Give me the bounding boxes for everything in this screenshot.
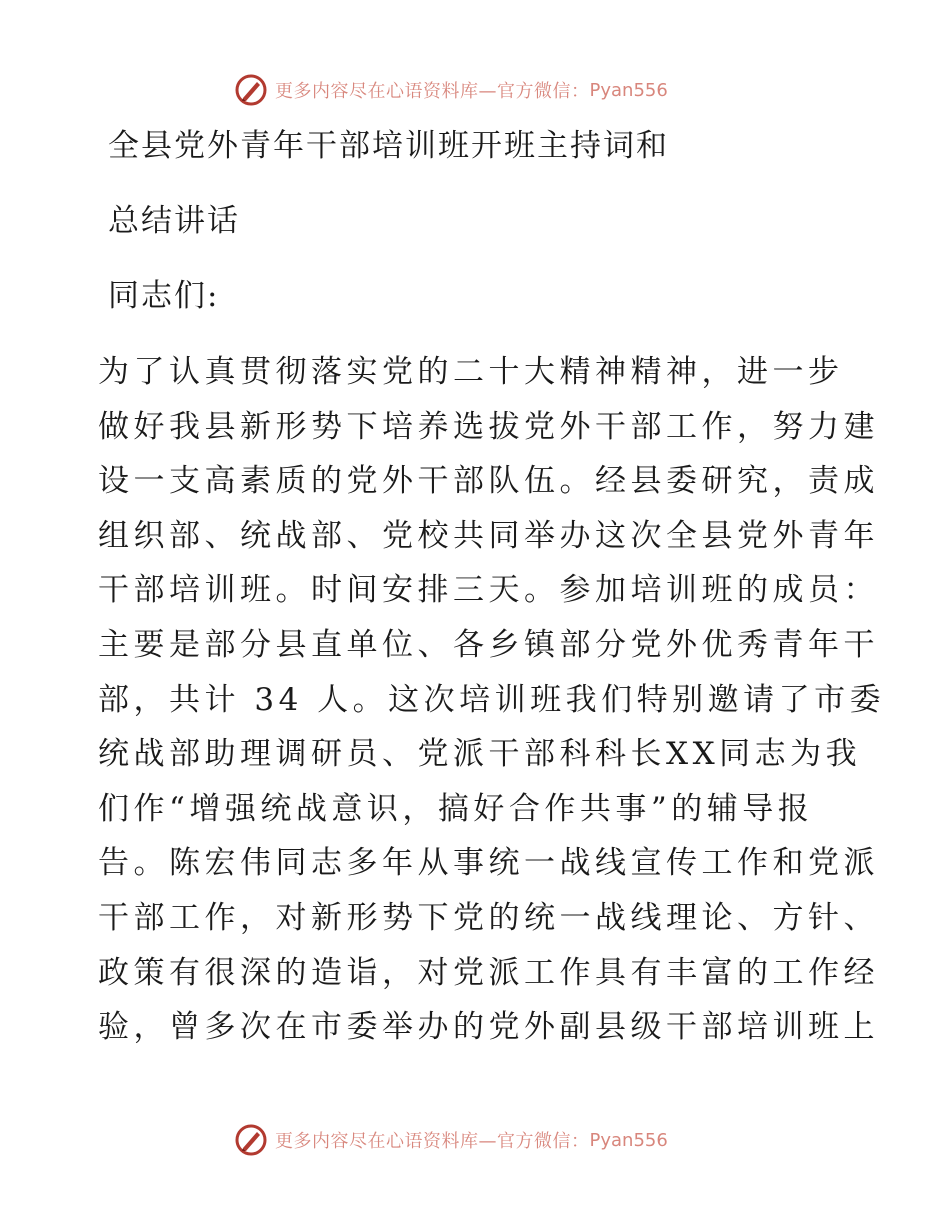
body-paragraph	[98, 345, 886, 1055]
watermark-contact: Pyan556	[589, 79, 668, 101]
footer-watermark	[233, 1120, 753, 1160]
watermark-contact: Pyan556	[589, 1129, 668, 1151]
body-line: 们作“增强统战意识，搞好合作共事”的辅导报	[98, 790, 814, 827]
watermark-text: 更多内容尽在心语资料库—官方微信：	[275, 81, 590, 102]
body-line: 部，共计 34 人。这次培训班我们特别邀请了市委	[98, 681, 886, 718]
document-title-line-1: 全县党外青年干部培训班开班主持词和	[108, 128, 669, 164]
body-line: 为了认真贯彻落实党的二十大精神精神，进一步	[98, 354, 844, 390]
body-line: 政策有很深的造诣，对党派工作具有丰富的工作经	[98, 954, 879, 991]
header-watermark	[233, 70, 753, 110]
watermark-text: 更多内容尽在心语资料库—官方微信：	[275, 1131, 590, 1152]
pen-logo-icon	[233, 72, 269, 108]
body-line: 统战部助理调研员、党派干部科科长XX同志为我	[98, 736, 862, 773]
document-title-line-2: 总结讲话	[108, 203, 240, 239]
body-line: 验，曾多次在市委举办的党外副县级干部培训班上	[98, 1009, 879, 1046]
body-line: 告。陈宏伟同志多年从事统一战线宣传工作和党派	[98, 845, 879, 882]
pen-logo-icon	[233, 1122, 269, 1158]
body-line: 主要是部分县直单位、各乡镇部分党外优秀青年干	[98, 626, 879, 663]
body-line: 干部工作，对新形势下党的统一战线理论、方针、	[98, 899, 879, 936]
salutation: 同志们:	[108, 278, 220, 314]
body-line: 设一支高素质的党外干部队伍。经县委研究，责成	[98, 463, 879, 500]
body-line: 干部培训班。时间安排三天。参加培训班的成员：	[98, 572, 879, 609]
body-line: 做好我县新形势下培养选拔党外干部工作，努力建	[98, 408, 879, 445]
body-line: 组织部、统战部、党校共同举办这次全县党外青年	[98, 517, 879, 554]
